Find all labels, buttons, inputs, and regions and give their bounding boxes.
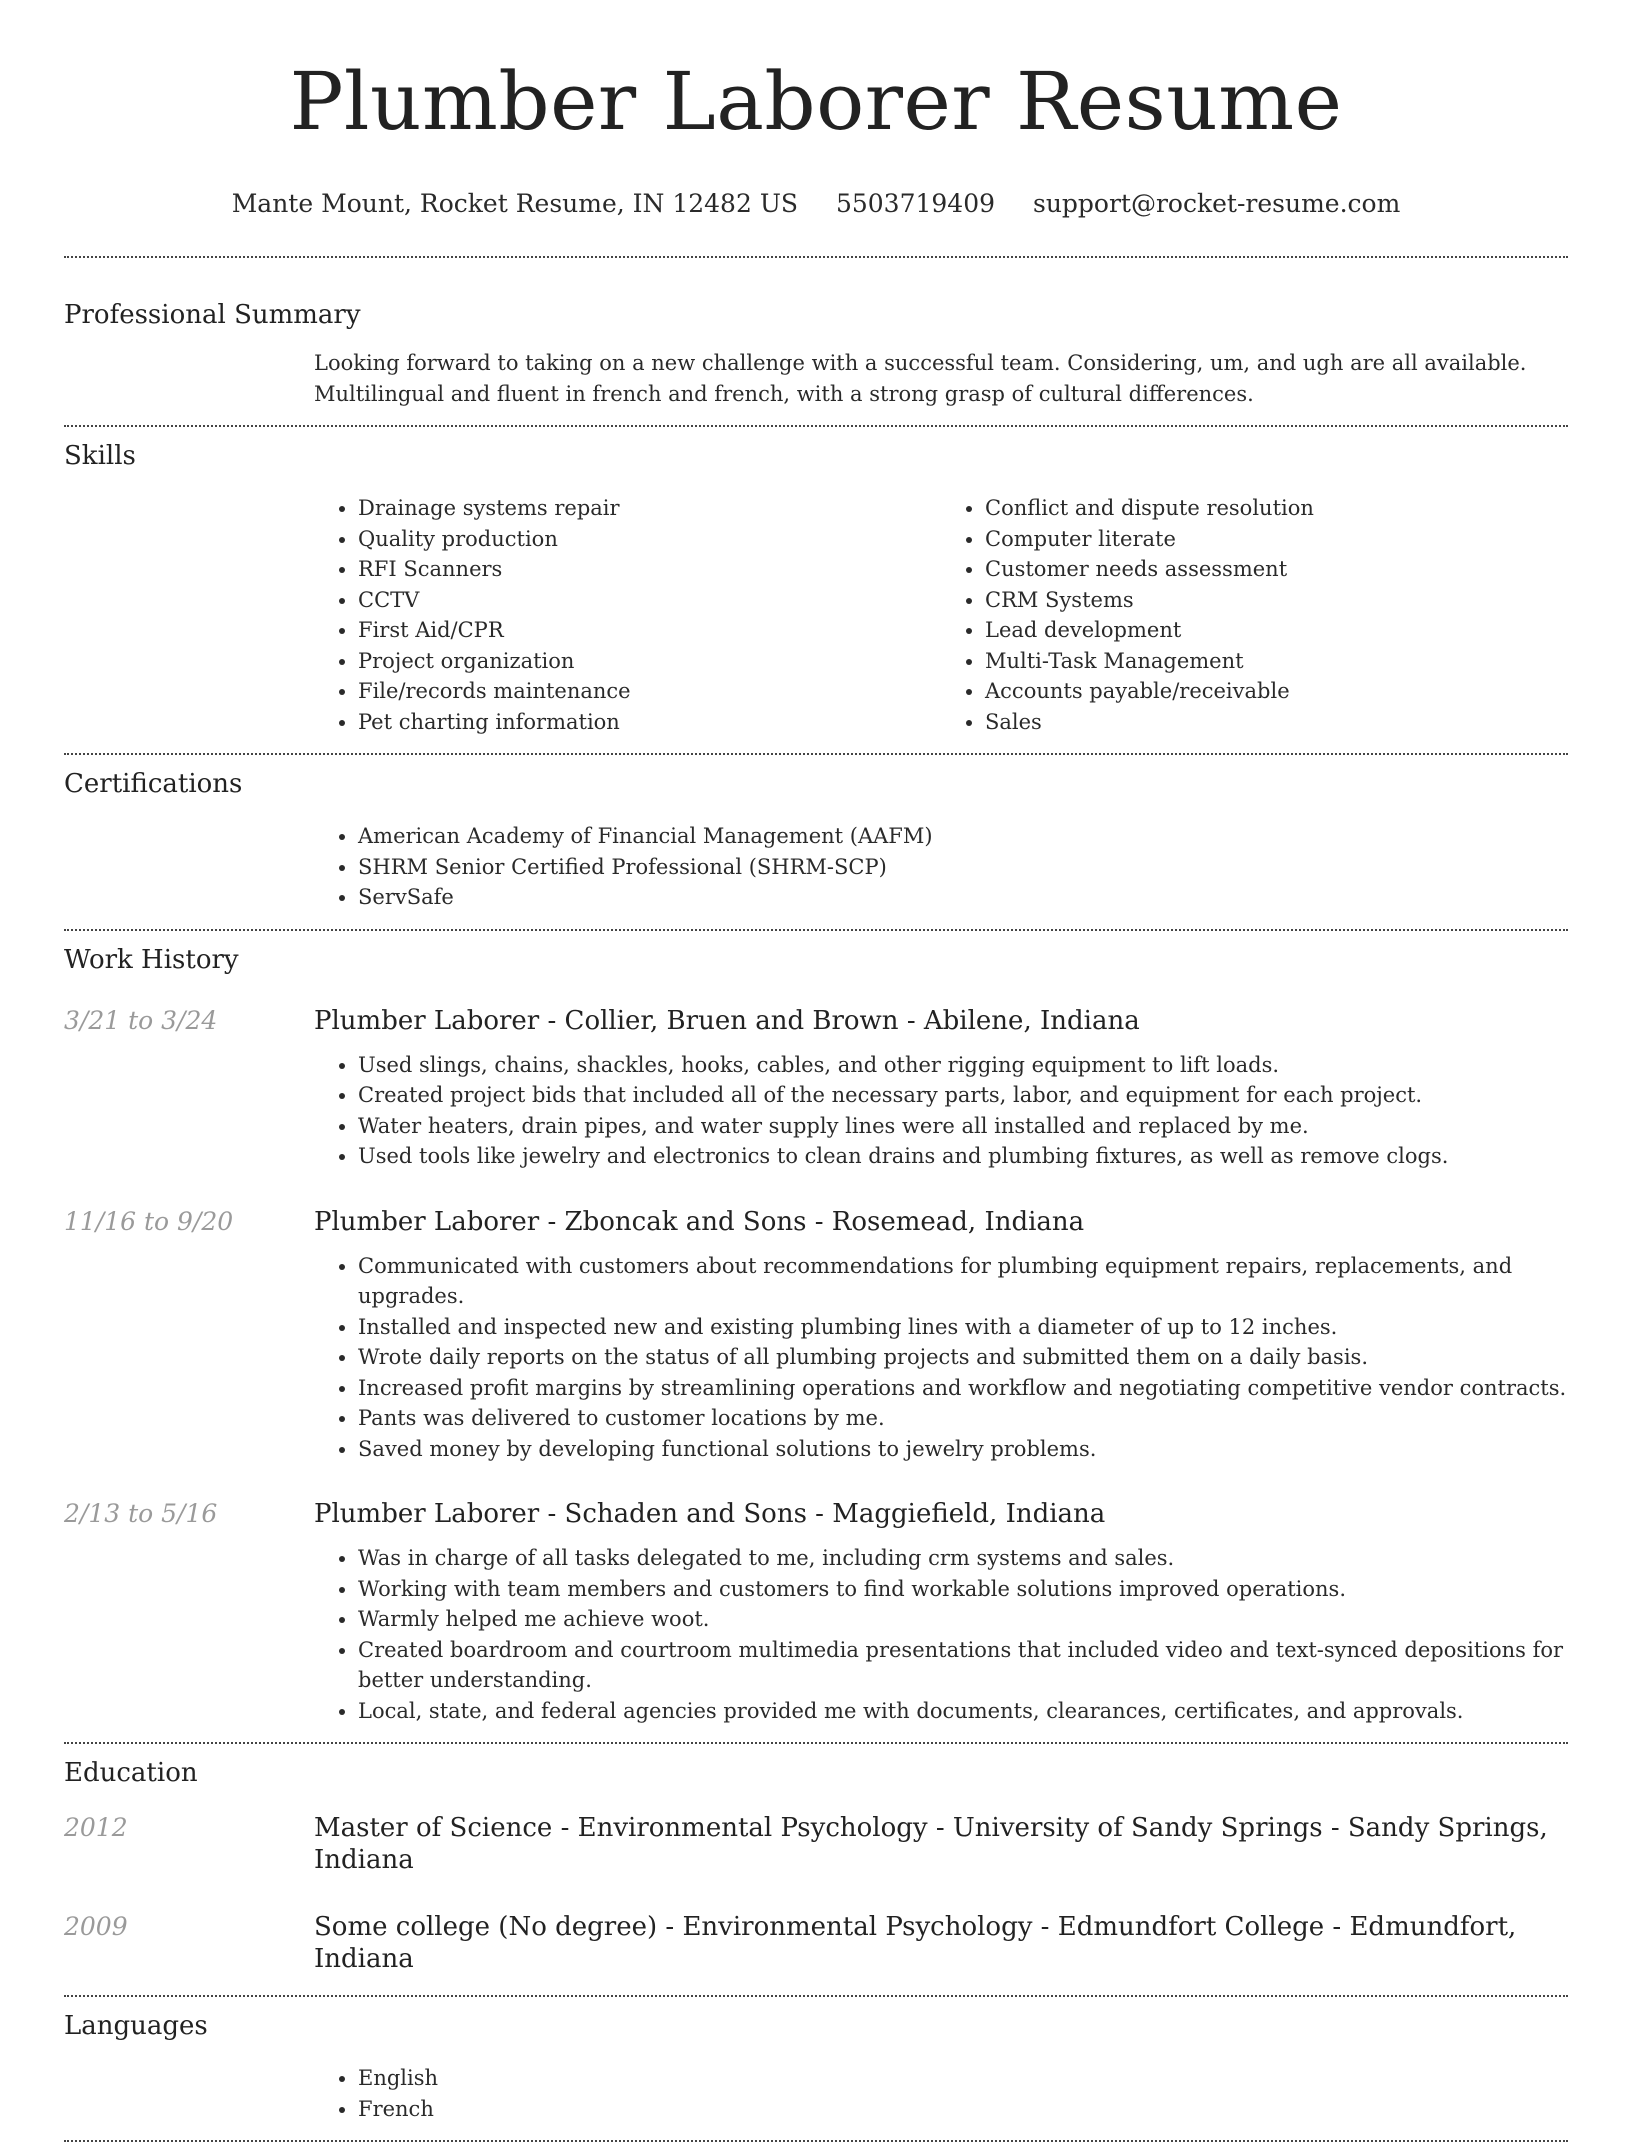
page-title: Plumber Laborer Resume xyxy=(289,55,1343,148)
section-title-education: Education xyxy=(64,1758,198,1788)
job-dates: 2/13 to 5/16 xyxy=(64,1499,218,1528)
skill-item: • RFI Scanners xyxy=(358,554,941,585)
skill-item: • Computer literate xyxy=(985,524,1568,555)
summary-section xyxy=(64,258,1568,409)
job-bullets xyxy=(314,1543,1568,1726)
job-bullet: • Warmly helped me achieve woot. xyxy=(358,1604,1568,1635)
section-title-languages: Languages xyxy=(64,2011,208,2041)
skill-item: • Customer needs assessment xyxy=(985,554,1568,585)
job-bullet: • Increased profit margins by streamlining operations and workflow and negotiating competitive vendor contracts. xyxy=(358,1373,1568,1404)
job-dates: 3/21 to 3/24 xyxy=(64,1005,218,1035)
job-bullet: • Local, state, and federal agencies provided me with documents, clearances, certificates, and approvals. xyxy=(358,1696,1568,1727)
job-entry xyxy=(64,1498,1568,1726)
certifications-section xyxy=(64,755,1568,913)
skill-item: • Project organization xyxy=(358,646,941,677)
skill-item: • First Aid/CPR xyxy=(358,615,941,646)
education-entry xyxy=(64,1911,1568,1975)
skill-item: • Accounts payable/receivable xyxy=(985,676,1568,707)
skill-item: • Quality production xyxy=(358,524,941,555)
education-year: 2009 xyxy=(64,1912,128,1941)
job-heading: Plumber Laborer - Collier, Bruen and Brown - Abilene, Indiana xyxy=(314,1005,1140,1036)
skill-item: • CCTV xyxy=(358,585,941,616)
certifications-body xyxy=(314,821,1568,913)
skills-section xyxy=(64,427,1568,737)
skill-item: • Sales xyxy=(985,707,1568,738)
section-title-summary: Professional Summary xyxy=(64,300,361,330)
job-bullet: • Water heaters, drain pipes, and water supply lines were all installed and replaced by me. xyxy=(358,1111,1568,1142)
job-details xyxy=(314,1251,1568,1465)
skill-item: • Conflict and dispute resolution xyxy=(985,493,1568,524)
job-entry xyxy=(64,1005,1568,1172)
languages-body xyxy=(314,2063,1568,2124)
certification-item: • SHRM Senior Certified Professional (SHRM-SCP) xyxy=(358,852,1568,883)
skills-list xyxy=(314,493,1568,737)
job-bullet: • Saved money by developing functional solutions to jewelry problems. xyxy=(358,1434,1568,1465)
section-title-certifications: Certifications xyxy=(64,769,243,799)
skill-item: • Drainage systems repair xyxy=(358,493,941,524)
summary-line: Multilingual and fluent in french and french, with a strong grasp of cultural differences. xyxy=(314,381,1254,406)
skills-column-left xyxy=(314,493,941,737)
contact-line xyxy=(64,188,1568,220)
job-bullet: • Communicated with customers about recommendations for plumbing equipment repairs, replacements, and upgrades. xyxy=(358,1251,1568,1312)
skills-column-right xyxy=(941,493,1568,737)
contact-phone: 5503719409 xyxy=(835,189,996,218)
education-heading: Some college (No degree) - Environmental Psychology - Edmundfort College - Edmundfort, Indiana xyxy=(314,1912,1517,1974)
job-bullet: • Created project bids that included all of the necessary parts, labor, and equipment for each project. xyxy=(358,1080,1568,1111)
section-title-skills: Skills xyxy=(64,441,136,471)
certification-item: • ServSafe xyxy=(358,882,1568,913)
job-bullets xyxy=(314,1050,1568,1172)
languages-list xyxy=(314,2063,1568,2124)
summary-body xyxy=(314,348,1568,409)
skill-item: • File/records maintenance xyxy=(358,676,941,707)
job-heading: Plumber Laborer - Zboncak and Sons - Rosemead, Indiana xyxy=(314,1206,1085,1237)
education-section xyxy=(64,1744,1568,1975)
job-bullet: • Working with team members and customers to find workable solutions improved operations. xyxy=(358,1574,1568,1605)
education-heading: Master of Science - Environmental Psychology - University of Sandy Springs - Sandy Springs, Indiana xyxy=(314,1813,1548,1875)
job-entry xyxy=(64,1206,1568,1465)
education-entry xyxy=(64,1812,1568,1876)
language-item: • French xyxy=(358,2094,1568,2125)
job-bullet: • Pants was delivered to customer locations by me. xyxy=(358,1403,1568,1434)
education-year: 2012 xyxy=(64,1813,128,1842)
skill-item: • CRM Systems xyxy=(985,585,1568,616)
contact-email: support@rocket-resume.com xyxy=(1032,189,1401,218)
job-details xyxy=(314,1050,1568,1172)
job-details xyxy=(314,1543,1568,1726)
job-dates: 11/16 to 9/20 xyxy=(64,1206,234,1236)
job-bullet: • Wrote daily reports on the status of all plumbing projects and submitted them on a daily basis. xyxy=(358,1342,1568,1373)
job-heading: Plumber Laborer - Schaden and Sons - Maggiefield, Indiana xyxy=(314,1499,1106,1529)
job-bullet: • Installed and inspected new and existing plumbing lines with a diameter of up to 12 inches. xyxy=(358,1312,1568,1343)
section-title-work-history: Work History xyxy=(64,944,239,975)
job-bullets xyxy=(314,1251,1568,1465)
language-item: • English xyxy=(358,2063,1568,2094)
job-bullet: • Created boardroom and courtroom multimedia presentations that included video and text-synced depositions for better understanding. xyxy=(358,1635,1568,1696)
certifications-list xyxy=(314,821,1568,913)
skill-item: • Pet charting information xyxy=(358,707,941,738)
summary-line: Looking forward to taking on a new challenge with a successful team. Considering, um, and ugh are all available. xyxy=(314,351,1527,375)
job-bullet: • Was in charge of all tasks delegated to me, including crm systems and sales. xyxy=(358,1543,1568,1574)
certification-item: • American Academy of Financial Management (AAFM) xyxy=(358,821,1568,852)
work-history-section xyxy=(64,931,1568,1727)
languages-section xyxy=(64,1997,1568,2124)
job-bullet: • Used slings, chains, shackles, hooks, cables, and other rigging equipment to lift loads. xyxy=(358,1050,1568,1081)
job-bullet: • Used tools like jewelry and electronics to clean drains and plumbing fixtures, as well as remove clogs. xyxy=(358,1141,1568,1172)
skill-item: • Multi-Task Management xyxy=(985,646,1568,677)
skill-item: • Lead development xyxy=(985,615,1568,646)
contact-address: Mante Mount, Rocket Resume, IN 12482 US xyxy=(231,189,799,218)
